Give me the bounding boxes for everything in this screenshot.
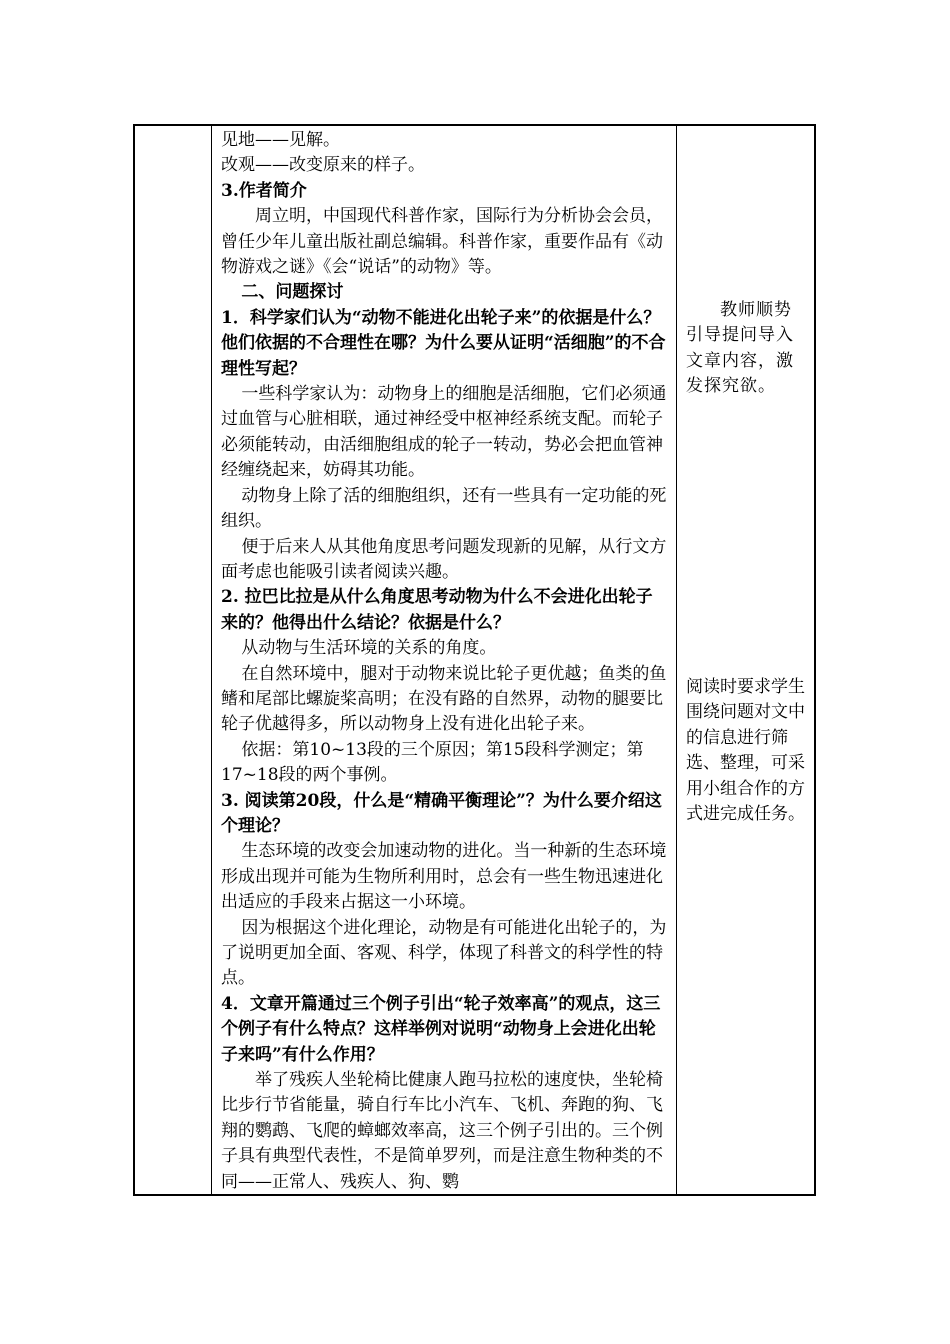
reading-note: 阅读时要求学生围绕问题对文中的信息进行筛选、整理，可采用小组合作的方式进完成任务。	[686, 677, 805, 825]
teacher-note: 教师顺势引导提问导入文章内容，激发探究欲。	[686, 300, 794, 397]
left-column	[135, 126, 212, 1194]
content-text	[212, 126, 676, 1194]
paragraph: 依据：第10~13段的三个原因；第15段科学测定；第17~18段的两个事例。	[221, 739, 644, 786]
paragraph: 见地——见解。	[221, 130, 340, 150]
paragraph: 周立明，中国现代科普作家，国际行为分析协会会员，曾任少年儿童出版社副总编辑。科普作家，重要作品有《动物游戏之谜》《会“说话”的动物》等。	[221, 206, 663, 278]
section-heading: 3.作者简介	[221, 180, 307, 201]
paragraph: 举了残疾人坐轮椅比健康人跑马拉松的速度快，坐轮椅比步行节省能量，骑自行车比小汽车、飞机、奔跑的狗、飞翔的鹦鹉、飞爬的蟑螂效率高，这三个例子引出的。三个例子具有典型代表性，不是简单罗列，而是注意生物种类的不同——正常人、残疾人、狗、鹦	[221, 1070, 663, 1192]
paragraph: 因为根据这个进化理论，动物是有可能进化出轮子的，为了说明更加全面、客观、科学，体现了科普文的科学性的特点。	[221, 917, 667, 989]
lesson-table	[133, 124, 816, 1196]
paragraph: 一些科学家认为：动物身上的细胞是活细胞，它们必须通过血管与心脏相联，通过神经受中枢神经系统支配。而轮子必须能转动，由活细胞组成的轮子一转动，势必会把血管神经缠绕起来，妨碍其功能。	[221, 384, 667, 481]
section-heading: 3. 阅读第20段，什么是“精确平衡理论”？为什么要介绍这个理论？	[221, 790, 662, 836]
content-column	[212, 126, 677, 1194]
paragraph: 动物身上除了活的细胞组织，还有一些具有一定功能的死组织。	[221, 485, 667, 532]
paragraph: 从动物与生活环境的关系的角度。	[241, 638, 497, 659]
paragraph: 改观——改变原来的样子。	[221, 155, 425, 176]
paragraph: 便于后来人从其他角度思考问题发现新的见解，从行文方面考虑也能吸引读者阅读兴趣。	[221, 536, 667, 582]
section-heading: 4．文章开篇通过三个例子引出“轮子效率高”的观点，这三个例子有什么特点？这样举例对说明“动物身上会进化出轮子来吗”有什么作用？	[221, 993, 661, 1065]
section-heading: 二、问题探讨	[241, 282, 344, 303]
paragraph: 生态环境的改变会加速动物的进化。当一种新的生态环境形成出现并可能为生物所利用时，总会有一些生物迅速进化出适应的手段来占据这一小环境。	[221, 841, 667, 913]
section-heading: 2. 拉巴比拉是从什么角度思考动物为什么不会进化出轮子来的？他得出什么结论？依据是什么？	[221, 587, 653, 633]
notes-column	[677, 126, 814, 1194]
section-heading: 1．科学家们认为“动物不能进化出轮子来”的依据是什么？他们依据的不合理性在哪？为什么要从证明“活细胞”的不合理性写起？	[221, 307, 666, 379]
paragraph: 在自然环境中，腿对于动物来说比轮子更优越；鱼类的鱼鳍和尾部比螺旋桨高明；在没有路的自然界，动物的腿要比轮子优越得多，所以动物身上没有进化出轮子来。	[221, 663, 667, 735]
